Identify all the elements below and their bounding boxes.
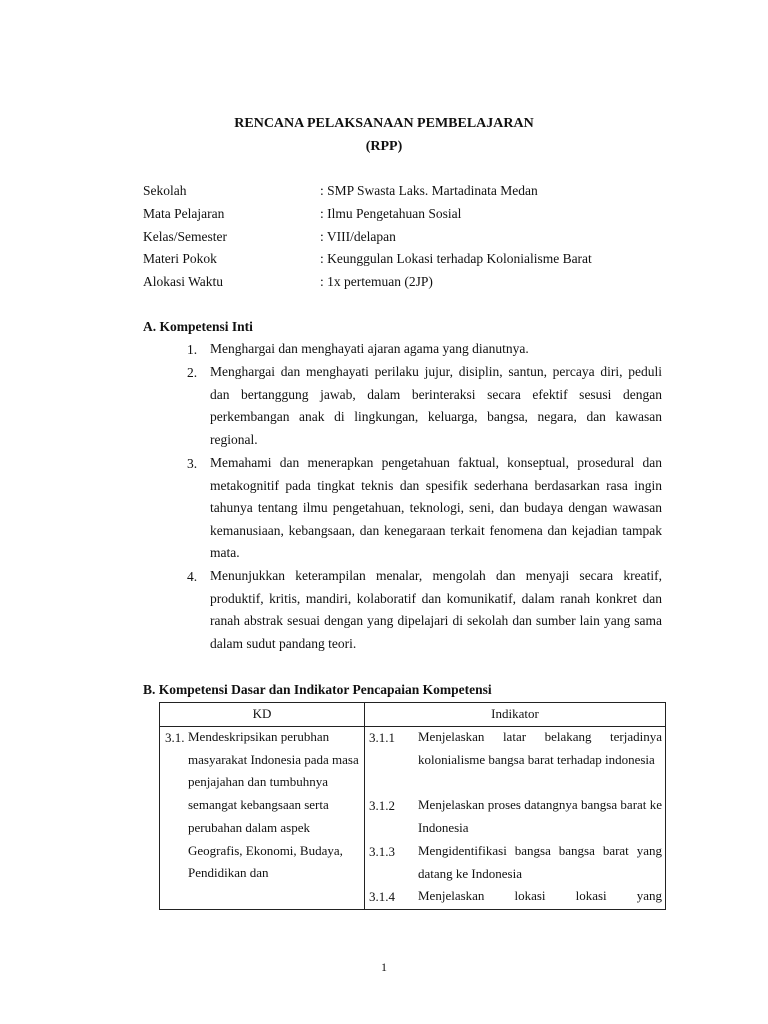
indicator-text-3: Mengidentifikasi bangsa bangsa barat yang datang ke Indonesia xyxy=(418,843,662,881)
ki-4-number: 4. xyxy=(187,569,198,584)
identity-value-school: : SMP Swasta Laks. Martadinata Medan xyxy=(320,183,538,198)
ki-4-text: Menunjukkan keterampilan menalar, mengolah dan menyaji secara kreatif, produktif, kritis, mandiri, kolaboratif dan komunikatif, dalam ranah konkret dan ranah abstrak sesuai dengan yang dipelajari di sekolah dan sumber lain yang sama dalam sudut pandang teori. xyxy=(210,568,662,651)
indicator-text-2: Menjelaskan proses datangnya bangsa barat ke Indonesia xyxy=(418,797,662,835)
identity-label-class: Kelas/Semester xyxy=(143,229,227,244)
indicator-text-4: Menjelaskan lokasi lokasi yang xyxy=(418,888,662,903)
identity-label-school: Sekolah xyxy=(143,183,187,198)
table-header-indicator: Indikator xyxy=(491,706,539,721)
ki-2-text: Menghargai dan menghayati perilaku jujur, disiplin, santun, percaya diri, peduli dan bertanggung jawab, dalam berinteraksi secara efektif sesusi dengan perkembangan anak di lingkungan, keluarga, bangsa, negara, dan kawasan regional. xyxy=(210,364,662,447)
indicator-code-1: 3.1.1 xyxy=(369,730,395,745)
ki-2-number: 2. xyxy=(187,365,198,380)
indicator-text-1: Menjelaskan latar belakang terjadinya kolonialisme bangsa barat terhadap indonesia xyxy=(418,729,662,767)
identity-label-time: Alokasi Waktu xyxy=(143,274,224,289)
kd-description: Mendeskripsikan perubhan masyarakat Indonesia pada masa penjajahan dan tumbuhnya semangat kebangsaan serta perubahan dalam aspek Geografis, Ekonomi, Budaya, Pendidikan dan xyxy=(188,729,359,881)
ki-3-number: 3. xyxy=(187,456,198,471)
document-title: RENCANA PELAKSANAAN PEMBELAJARAN xyxy=(234,116,534,131)
table-column-divider xyxy=(364,703,365,909)
section-b-heading: B. Kompetensi Dasar dan Indikator Pencapaian Kompetensi xyxy=(143,682,492,697)
kd-number: 3.1. xyxy=(165,730,185,745)
ki-1-text: Menghargai dan menghayati ajaran agama yang dianutnya. xyxy=(210,341,529,356)
identity-value-time: : 1x pertemuan (2JP) xyxy=(320,274,433,289)
indicator-code-4: 3.1.4 xyxy=(369,889,395,904)
identity-value-class: : VIII/delapan xyxy=(320,229,396,244)
section-a-heading: A. Kompetensi Inti xyxy=(143,319,253,334)
indicator-code-3: 3.1.3 xyxy=(369,844,395,859)
indicator-code-2: 3.1.2 xyxy=(369,798,395,813)
table-header-kd: KD xyxy=(252,706,272,721)
kd-indicator-table xyxy=(159,702,666,910)
ki-3-text: Memahami dan menerapkan pengetahuan faktual, konseptual, prosedural dan metakognitif pada tingkat teknis dan spesifik sederhana berdasarkan rasa ingin tahunya tentang ilmu pengetahuan, teknologi, seni, dan budaya dengan wawasan kemanusiaan, kebangsaan, dan kenegaraan terkait fenomena dan kejadian tampak mata. xyxy=(210,455,662,561)
page-number: 1 xyxy=(381,960,387,974)
ki-1-number: 1. xyxy=(187,342,198,357)
identity-label-subject: Mata Pelajaran xyxy=(143,206,225,221)
identity-value-subject: : Ilmu Pengetahuan Sosial xyxy=(320,206,462,221)
identity-label-topic: Materi Pokok xyxy=(143,251,217,266)
identity-value-topic: : Keunggulan Lokasi terhadap Kolonialisme Barat xyxy=(320,251,592,266)
document-subtitle: (RPP) xyxy=(365,139,403,154)
